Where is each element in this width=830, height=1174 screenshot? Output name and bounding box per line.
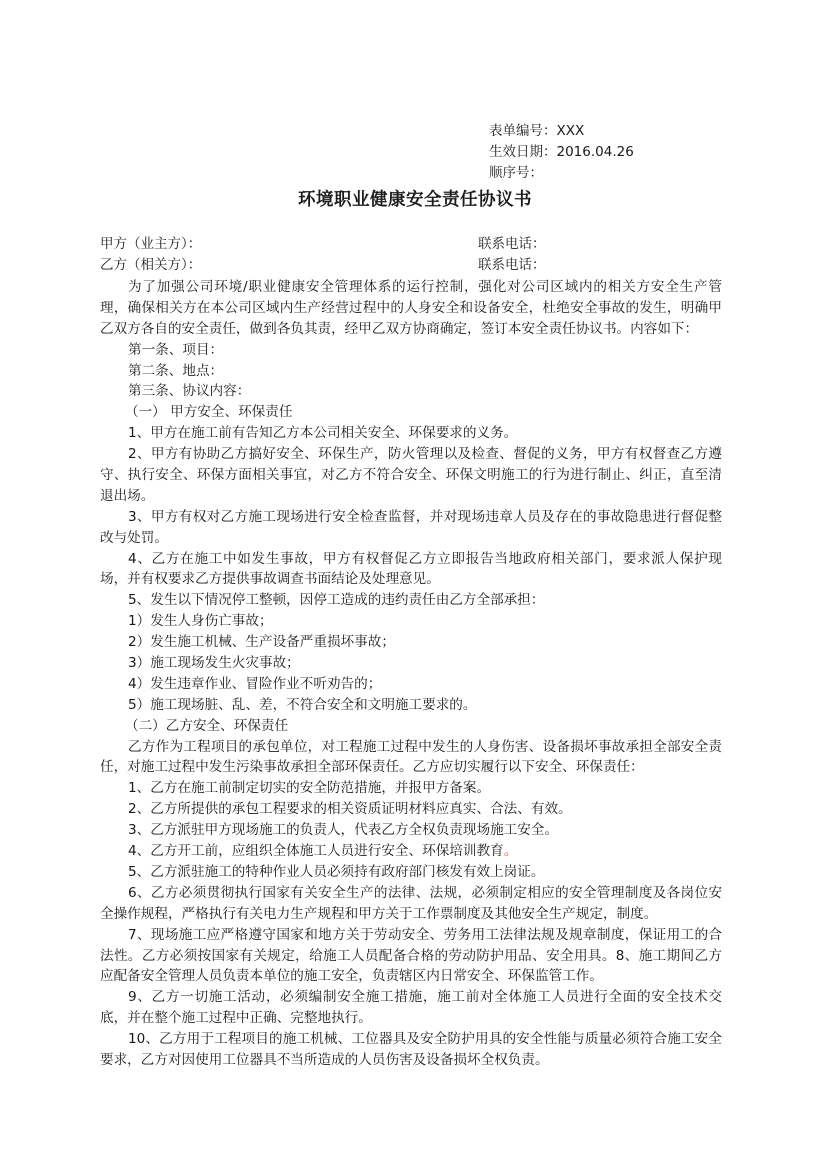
line-text: 9、乙方一切施工活动，必须编制安全施工措施，施工前对全体施工人员进行全面的安全技术交	[128, 989, 722, 1006]
text-line	[100, 820, 722, 841]
line-text: 第一条、项目：	[128, 341, 224, 358]
text-line	[100, 904, 722, 925]
paragraph	[100, 695, 722, 716]
line-text: （二）乙方安全、环保责任	[125, 717, 289, 734]
party-b-phone: 联系电话：	[478, 257, 546, 273]
line-text: 1、乙方在施工前制定切实的安全防范措施，并报甲方备案。	[128, 780, 491, 797]
text-line	[100, 737, 722, 758]
paragraph	[100, 423, 722, 444]
line-text: 1、甲方在施工前有告知乙方本公司相关安全、环保要求的义务。	[128, 425, 518, 442]
text-line	[100, 716, 722, 737]
line-text: 4、乙方开工前，应组织全体施工人员进行安全、环保培训教育	[128, 843, 504, 860]
text-line	[100, 1008, 722, 1029]
line-text: 要求，乙方对因使用工位器具不当所造成的人员伤害及设备损坏全权负责。	[100, 1051, 549, 1068]
text-line	[100, 778, 722, 799]
text-line	[100, 444, 722, 465]
text-line	[100, 1029, 722, 1050]
text-line	[100, 465, 722, 486]
text-line	[100, 841, 722, 862]
party-a-label: 甲方（业主方）：	[100, 236, 202, 252]
line-text: 全操作规程，严格执行有关电力生产规程和甲方关于工作票制度及其他安全生产规定，制度。	[100, 905, 658, 922]
text-line	[100, 946, 722, 967]
text-line	[100, 862, 722, 883]
line-text: 6、乙方必须贯彻执行国家有关安全生产的法律、法规，必须制定相应的安全管理制度及各岗位安	[128, 884, 722, 901]
line-text: （一） 甲方安全、环保责任	[125, 404, 293, 421]
line-text: 2、甲方有协助乙方搞好安全、环保生产，防火管理以及检查、督促的义务，甲方有权督查乙方遵	[128, 446, 722, 463]
line-text: 为了加强公司环境/职业健康安全管理体系的运行控制，强化对公司区域内的相关方安全生产管	[128, 279, 722, 295]
paragraph	[100, 361, 722, 382]
text-line	[100, 319, 722, 340]
line-text: 5）施工现场脏、乱、差，不符合安全和文明施工要求的。	[128, 696, 477, 713]
text-line	[100, 1050, 722, 1071]
paragraph	[100, 277, 722, 340]
paragraph	[100, 611, 722, 632]
paragraph	[100, 653, 722, 674]
text-line	[100, 757, 722, 778]
paragraph	[100, 883, 722, 925]
text-line	[100, 883, 722, 904]
paragraph	[100, 507, 722, 549]
form-number: 表单编号：XXX	[489, 123, 585, 139]
document-title: 环境职业健康安全责任协议书	[298, 190, 532, 210]
text-line	[100, 528, 722, 549]
paragraph	[100, 820, 722, 841]
line-text: 5、乙方派驻施工的特种作业人员必须持有政府部门核发有效上岗证。	[128, 863, 545, 880]
line-text: 第二条、地点：	[128, 362, 224, 379]
paragraph	[100, 841, 722, 862]
line-text: 5、发生以下情况停工整顿，因停工造成的违约责任由乙方全部承担：	[128, 592, 545, 609]
line-text: 场，并有权要求乙方提供事故调查书面结论及处理意见。	[100, 571, 440, 588]
line-text: 乙双方各自的安全责任，做到各负其责，经甲乙双方协商确定，签订本安全责任协议书。内容如下：	[100, 320, 699, 337]
line-text: 7、现场施工应严格遵守国家和地方关于劳动安全、劳务用工法律法规及规章制度，保证用工的合	[128, 926, 722, 943]
text-line	[100, 361, 722, 382]
line-text: 应配备安全管理人员负责本单位的施工安全，负责辖区内日常安全、环保监管工作。	[100, 968, 603, 985]
line-text: 4）发生违章作业、冒险作业不听劝告的；	[128, 675, 382, 692]
text-line	[100, 569, 722, 590]
text-line	[100, 695, 722, 716]
paragraph	[100, 862, 722, 883]
text-line	[100, 340, 722, 361]
text-line	[100, 632, 722, 653]
text-line	[100, 423, 722, 444]
paragraph	[100, 987, 722, 1029]
line-text: 第三条、协议内容：	[128, 383, 251, 400]
line-text: 2）发生施工机械、生产设备严重损坏事故；	[128, 634, 395, 651]
text-line	[100, 549, 722, 570]
paragraph	[100, 549, 722, 591]
text-line	[100, 799, 722, 820]
line-text: 改与处罚。	[100, 529, 168, 546]
text-line	[100, 987, 722, 1008]
line-text: 3）施工现场发生火灾事故；	[128, 655, 300, 672]
line-text: 守、执行安全、环保方面相关事宜，对乙方不符合安全、环保文明施工的行为进行制止、纠正，直至清	[100, 467, 722, 484]
paragraph	[100, 799, 722, 820]
paragraph	[100, 444, 722, 507]
line-text: 10、乙方用于工程项目的施工机械、工位器具及安全防护用具的安全性能与质量必须符合施工安全	[128, 1031, 722, 1048]
party-a	[100, 234, 722, 255]
text-line	[100, 381, 722, 402]
line-text: 任，对施工过程中发生污染事故承担全部环保责任。乙方应切实履行以下安全、环保责任：	[100, 759, 644, 776]
line-text: 4、乙方在施工中如发生事故，甲方有权督促乙方立即报告当地政府相关部门，要求派人保护现	[128, 550, 722, 567]
text-line	[100, 611, 722, 632]
party-a-phone: 联系电话：	[478, 236, 546, 252]
line-text: 法性。乙方必须按国家有关规定，给施工人员配备合格的劳动防护用品、安全用具。8、施工期间乙方	[100, 947, 722, 964]
text-line	[100, 507, 722, 528]
line-text: 1）发生人身伤亡事故；	[128, 613, 273, 630]
paragraph	[100, 674, 722, 695]
text-line	[100, 298, 722, 319]
paragraph	[100, 737, 722, 779]
line-text: 底，并在整个施工过程中正确、完整地执行。	[100, 1010, 372, 1027]
text-line	[100, 486, 722, 507]
line-text: 3、甲方有权对乙方施工现场进行安全检查监督，并对现场违章人员及存在的事故隐患进行督促整	[128, 508, 722, 525]
paragraph	[100, 632, 722, 653]
line-text: 3、乙方派驻甲方现场施工的负责人，代表乙方全权负责现场施工安全。	[128, 822, 559, 839]
text-line	[100, 653, 722, 674]
line-text: 2、乙方所提供的承包工程要求的相关资质证明材料应真实、合法、有效。	[128, 801, 572, 818]
paragraph	[100, 340, 722, 361]
party-b	[100, 255, 722, 276]
sequence-number: 顺序号：	[489, 165, 543, 181]
party-b-label: 乙方（相关方）：	[100, 257, 202, 273]
text-line	[100, 966, 722, 987]
text-line	[100, 590, 722, 611]
text-line	[100, 402, 722, 423]
text-line	[100, 277, 722, 298]
paragraph	[100, 716, 722, 737]
paragraph	[100, 381, 722, 402]
paragraph	[100, 1029, 722, 1071]
line-text: 乙方作为工程项目的承包单位，对工程施工过程中发生的人身伤害、设备损坏事故承担全部安全责	[128, 738, 722, 755]
text-line	[100, 674, 722, 695]
paragraph	[100, 925, 722, 988]
paragraph	[100, 778, 722, 799]
paragraph	[100, 590, 722, 611]
line-text: 理，确保相关方在本公司区域内生产经营过程中的人身安全和设备安全，杜绝安全事故的发生，明确甲	[100, 299, 722, 316]
red-period-mark: 。	[503, 843, 518, 860]
agreement-body	[100, 277, 722, 1071]
line-text: 退出场。	[100, 487, 155, 504]
text-line	[100, 925, 722, 946]
paragraph	[100, 402, 722, 423]
effective-date: 生效日期：2016.04.26	[489, 144, 634, 160]
